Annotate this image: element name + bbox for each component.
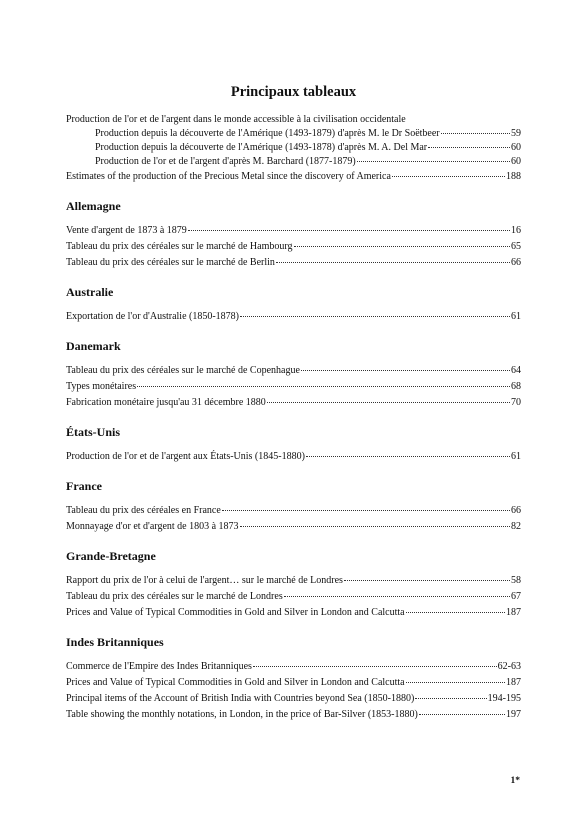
entry-page: 64 [511, 365, 521, 376]
entry-text: Rapport du prix de l'or à celui de l'argent… sur le marché de Londres [66, 575, 343, 586]
dot-leader [301, 370, 510, 371]
entry-text: Production depuis la découverte de l'Amérique (1493-1878) d'après M. A. Del Mar [95, 142, 428, 153]
toc-entry [66, 395, 521, 411]
entry-text: Tableau du prix des céréales en France [66, 505, 221, 516]
dot-leader [415, 698, 486, 699]
toc-entry [66, 363, 521, 379]
dot-leader [419, 714, 505, 715]
dot-leader [406, 682, 505, 683]
toc-entry [66, 169, 521, 185]
dot-leader [267, 402, 510, 403]
toc-entry [66, 707, 521, 723]
entry-page: 62-63 [497, 661, 521, 672]
toc-entry [66, 519, 521, 535]
entry-page: 67 [511, 591, 521, 602]
entry-page: 59 [511, 128, 521, 139]
section-heading: Grande-Bretagne [66, 549, 156, 563]
entry-page: 187 [506, 677, 521, 688]
entry-text: Vente d'argent de 1873 à 1879 [66, 225, 187, 236]
dot-leader [284, 596, 510, 597]
entry-page: 194-195 [487, 693, 521, 704]
sections-container [66, 199, 521, 723]
toc-entry [66, 691, 521, 707]
dot-leader [188, 230, 510, 231]
section-heading: Danemark [66, 339, 121, 353]
entry-page: 61 [511, 451, 521, 462]
entry-page: 60 [511, 142, 521, 153]
entry-page: 58 [511, 575, 521, 586]
entry-page: 68 [511, 381, 521, 392]
intro-heading: Production de l'or et de l'argent dans le monde accessible à la civilisation occidentale [66, 114, 406, 125]
dot-leader [357, 161, 510, 162]
toc-entry [66, 503, 521, 519]
entry-text: Exportation de l'or d'Australie (1850-1878) [66, 311, 240, 322]
toc-entry [66, 379, 521, 395]
entry-page: 188 [506, 171, 521, 182]
section-heading: Indes Britanniques [66, 635, 164, 649]
entry-text: Fabrication monétaire jusqu'au 31 décembre 1880 [66, 397, 266, 408]
dot-leader [428, 147, 510, 148]
toc-entry [95, 141, 521, 155]
entry-text: Production de l'or et de l'argent d'après M. Barchard (1877-1879) [95, 156, 356, 167]
entry-page: 61 [511, 311, 521, 322]
page-number-mark: 1* [510, 776, 520, 786]
entry-page: 197 [506, 709, 521, 720]
entry-text: Tableau du prix des céréales sur le marché de Londres [66, 591, 283, 602]
entry-page: 16 [511, 225, 521, 236]
toc-entry [66, 589, 521, 605]
entry-text: Tableau du prix des céréales sur le marché de Berlin [66, 257, 275, 268]
section-heading: États-Unis [66, 425, 121, 439]
entry-page: 82 [511, 521, 521, 532]
entry-text: Estimates of the production of the Precious Metal since the discovery of America [66, 171, 391, 182]
toc-entry [66, 605, 521, 621]
entry-text: Principal items of the Account of British India with Countries beyond Sea (1850-1880) [66, 693, 415, 704]
page-title: Principaux tableaux [230, 84, 357, 100]
intro-block [66, 113, 521, 185]
entry-page: 60 [511, 156, 521, 167]
toc-entry [66, 255, 521, 271]
toc-entry [66, 659, 521, 675]
section-heading: Australie [66, 285, 114, 299]
toc-entry [66, 223, 521, 239]
toc-entry [95, 155, 521, 169]
dot-leader [222, 510, 510, 511]
toc-entry [95, 127, 521, 141]
entry-text: Prices and Value of Typical Commodities in Gold and Silver in London and Calcutta [66, 607, 405, 618]
entry-text: Types monétaires [66, 381, 137, 392]
intro-sub-entries [95, 127, 521, 169]
entry-page: 187 [506, 607, 521, 618]
dot-leader [344, 580, 510, 581]
dot-leader [240, 526, 510, 527]
entry-text: Tableau du prix des céréales sur le marché de Hambourg [66, 241, 293, 252]
entry-text: Prices and Value of Typical Commodities in Gold and Silver in London and Calcutta [66, 677, 405, 688]
entry-text: Production de l'or et de l'argent aux États-Unis (1845-1880) [66, 451, 305, 462]
dot-leader [441, 133, 510, 134]
toc-entry [66, 675, 521, 691]
entry-text: Commerce de l'Empire des Indes Britanniques [66, 661, 252, 672]
dot-leader [137, 386, 510, 387]
toc-entry [66, 573, 521, 589]
entry-page: 65 [511, 241, 521, 252]
entry-page: 66 [511, 505, 521, 516]
section-heading: France [66, 479, 102, 493]
entry-text: Tableau du prix des céréales sur le marché de Copenhague [66, 365, 300, 376]
dot-leader [406, 612, 505, 613]
dot-leader [253, 666, 497, 667]
dot-leader [306, 456, 510, 457]
entry-text: Production depuis la découverte de l'Amérique (1493-1879) d'après M. le Dr Soëtbeer [95, 128, 440, 139]
entry-page: 66 [511, 257, 521, 268]
toc-entry [66, 309, 521, 325]
section-heading: Allemagne [66, 199, 121, 213]
toc-entry [66, 239, 521, 255]
table-of-contents [66, 113, 521, 723]
dot-leader [294, 246, 510, 247]
dot-leader [392, 176, 505, 177]
entry-text: Table showing the monthly notations, in London, in the price of Bar-Silver (1853-1880) [66, 709, 418, 720]
entry-page: 70 [511, 397, 521, 408]
dot-leader [240, 316, 510, 317]
entry-text: Monnayage d'or et d'argent de 1803 à 1873 [66, 521, 239, 532]
dot-leader [276, 262, 510, 263]
toc-entry [66, 449, 521, 465]
